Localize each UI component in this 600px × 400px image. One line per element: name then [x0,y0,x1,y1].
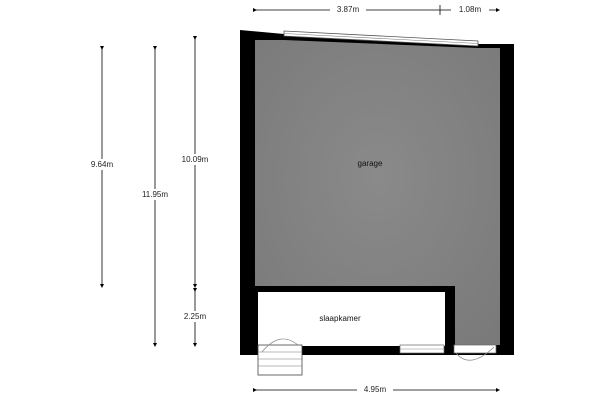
bottom-door [454,345,496,360]
top-dimension [255,4,498,15]
dim-left-2: 11.95m [141,190,169,199]
left-dimension-4 [177,290,213,345]
dim-bottom: 4.95m [363,385,387,394]
dim-left-1: 9.64m [90,160,114,169]
left-dimension-1 [84,48,120,286]
bottom-dimension [255,384,498,395]
bottom-window [400,345,444,353]
left-dimension-3 [175,38,215,286]
dim-top-main: 3.87m [336,5,360,14]
dim-left-3: 10.09m [181,155,209,164]
dim-top-side: 1.08m [458,5,482,14]
dim-left-4: 2.25m [183,312,207,321]
garage-label: garage [357,159,383,168]
left-dimension-2 [135,48,175,345]
bedroom-label: slaapkamer [319,314,361,323]
